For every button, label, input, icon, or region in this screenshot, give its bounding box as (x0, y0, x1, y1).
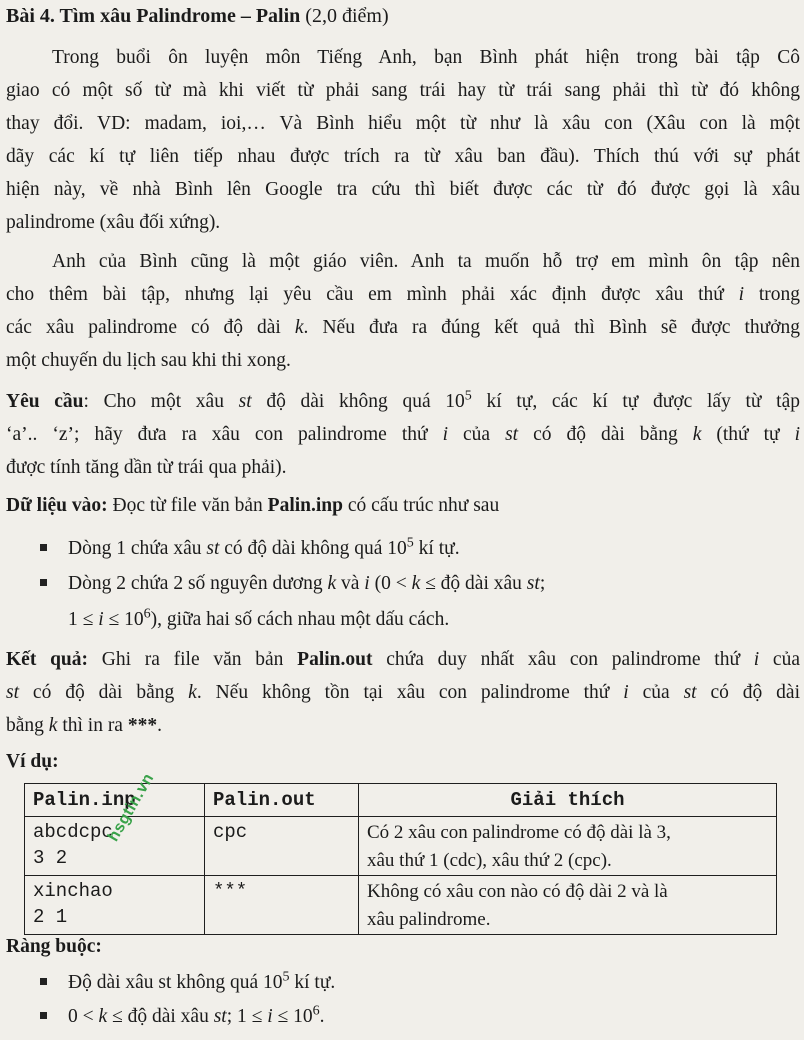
input-line-2: 2 1 (33, 906, 68, 928)
var-i: i (623, 682, 629, 703)
output-paragraph (6, 643, 800, 742)
text-run: (0 < (369, 573, 412, 594)
example-heading (6, 745, 800, 778)
input-line (6, 489, 800, 522)
text-run: ≤ độ dài xâu (420, 573, 527, 594)
text-run: kí tự, các kí tự được lấy từ tập (471, 391, 800, 412)
output-filename: Palin.out (297, 649, 373, 670)
text-run: 1 ≤ (68, 609, 99, 630)
story-line (6, 311, 800, 344)
input-filename: Palin.inp (267, 495, 343, 516)
var-k: k (48, 715, 58, 736)
intro-line: thay đổi. VD: madam, ioi,… Và Bình hiểu một từ như là xâu con (Xâu con là một (6, 113, 800, 134)
text-run: kí tự. (289, 972, 336, 993)
power-base: 10 (445, 391, 465, 412)
intro-line: palindrome (xâu đối xứng). (6, 212, 221, 233)
text-run: cho thêm bài tập, nhưng lại yêu cầu em mình phải xác định được xâu thứ (6, 284, 739, 305)
input-label: Dữ liệu vào: (6, 495, 108, 516)
text-run: có độ dài bằng (518, 424, 693, 445)
var-st: st (683, 682, 697, 703)
var-k: k (188, 682, 197, 703)
var-k: k (98, 1006, 108, 1027)
text-run: và (336, 573, 365, 594)
var-k: k (411, 573, 421, 594)
var-i: i (738, 284, 745, 305)
requirement-line (6, 385, 800, 418)
output-label: Kết quả: (6, 649, 88, 670)
header-palin-out: Palin.out (205, 784, 359, 817)
intro-line: giao có một số từ mà khi viết từ phải sang trái hay từ trái sang phải thì từ đó không (6, 80, 800, 101)
power-base: 10 (262, 972, 283, 993)
text-run: Dòng 2 chứa 2 số nguyên dương (68, 573, 328, 594)
constraint-bullet-2 (40, 1000, 800, 1033)
cell-input (25, 876, 205, 935)
text-run: ), giữa hai số cách nhau một dấu cách. (150, 609, 450, 630)
text-run: Dòng 1 chứa xâu (68, 538, 207, 559)
header-palin-inp: Palin.inp (25, 784, 205, 817)
text-run: (thứ tự (701, 424, 795, 445)
var-k: k (327, 573, 337, 594)
text-run: trong (744, 284, 800, 305)
output-line (6, 676, 800, 709)
text-run: . Nếu đưa ra đúng kết quả thì Bình sẽ được thưởng (303, 317, 801, 338)
intro-line: hiện này, về nhà Bình lên Google tra cứu thì biết được các từ đó được gọi là xâu (6, 179, 800, 200)
var-i: i (267, 1006, 273, 1027)
intro-line: dãy các kí tự liên tiếp nhau được trích ra từ xâu ban đầu). Thích thú với sự phát (6, 146, 800, 167)
var-i: i (364, 573, 370, 594)
text-run: ; 1 ≤ (226, 1006, 268, 1027)
cell-output: *** (205, 876, 359, 935)
text-run: có độ dài không quá (219, 538, 388, 559)
text-run: ≤ độ dài xâu (107, 1006, 214, 1027)
input-line-1: xinchao (33, 880, 113, 902)
text-run: Đọc từ file văn bản (107, 495, 268, 516)
site-watermark: hsgtin.vn (104, 770, 158, 845)
input-line-2: 3 2 (33, 847, 68, 869)
power-exponent: 5 (464, 387, 472, 404)
var-k: k (692, 424, 702, 445)
text-run: . (157, 715, 162, 736)
text-run: . (319, 1006, 325, 1027)
power-exponent: 6 (143, 605, 151, 622)
story-line: Anh của Bình cũng là một giáo viên. Anh ta muốn hỗ trợ em mình ôn tập nên (52, 251, 800, 272)
story-line: một chuyến du lịch sau khi thi xong. (6, 350, 291, 371)
text-run: kí tự. (413, 538, 460, 559)
var-i: i (794, 424, 800, 445)
text-run: có độ dài (696, 682, 801, 703)
bullet-text (40, 1000, 800, 1033)
story-line (6, 278, 800, 311)
var-st: st (213, 1006, 227, 1027)
power-exponent: 6 (312, 1002, 320, 1019)
text-run: ≤ (272, 1006, 294, 1027)
text-run: của (759, 649, 800, 670)
input-bullet-2-continuation (68, 603, 449, 636)
bullet-text (40, 532, 800, 565)
text-run: : Cho một xâu (83, 391, 239, 412)
text-run: thì in ra (57, 715, 128, 736)
intro-paragraph (6, 41, 800, 239)
constraints-label: Ràng buộc: (6, 936, 102, 957)
text-run: của (448, 424, 506, 445)
bullet-text (40, 567, 800, 600)
explanation-line-1: Không có xâu con nào có độ dài 2 và là (367, 881, 668, 902)
cell-explanation (359, 817, 777, 876)
var-i: i (753, 649, 760, 670)
input-bullet-2 (40, 567, 800, 600)
var-st: st (238, 391, 252, 412)
text-run: có cấu trúc như sau (342, 495, 500, 516)
problem-title-bold: Bài 4. Tìm xâu Palindrome – Palin (6, 5, 301, 27)
header-giai-thich: Giải thích (359, 784, 777, 817)
requirement-line (6, 418, 800, 451)
power-exponent: 5 (282, 968, 290, 985)
text-run: của (628, 682, 684, 703)
output-line (6, 643, 800, 676)
text-run: Độ dài xâu st không quá (68, 972, 263, 993)
text-run: các xâu palindrome có độ dài (6, 317, 295, 338)
text-run: ; (539, 573, 546, 594)
requirement-paragraph (6, 385, 800, 484)
constraint-bullet-1 (40, 966, 800, 999)
explanation-line-2: xâu thứ 1 (cdc), xâu thứ 2 (cpc). (367, 850, 612, 871)
text-run: bằng (6, 715, 49, 736)
stars-text: *** (127, 715, 158, 736)
text-run: . Nếu không tồn tại xâu con palindrome thứ (196, 682, 624, 703)
input-heading (6, 489, 800, 522)
constraints-heading (6, 930, 800, 963)
input-bullet-1 (40, 532, 800, 565)
explanation-line-2: xâu palindrome. (367, 909, 491, 930)
text-run: độ dài không quá (251, 391, 446, 412)
intro-line: Trong buổi ôn luyện môn Tiếng Anh, bạn Bình phát hiện trong bài tập Cô (52, 47, 800, 68)
example-label: Ví dụ: (6, 751, 59, 772)
var-i: i (98, 609, 104, 630)
var-st: st (505, 424, 519, 445)
cell-output: cpc (205, 817, 359, 876)
text-run: ‘a’.. ‘z’; hãy đưa ra xâu con palindrome thứ (6, 424, 443, 445)
text-run: Ghi ra file văn bản (88, 649, 298, 670)
cell-explanation (359, 876, 777, 935)
var-st: st (206, 538, 220, 559)
var-k: k (294, 317, 304, 338)
story-paragraph (6, 245, 800, 377)
problem-title (6, 0, 389, 33)
text-run: có độ dài bằng (19, 682, 189, 703)
requirement-label: Yêu cầu (6, 391, 84, 412)
table-row (25, 876, 777, 935)
explanation-line-1: Có 2 xâu con palindrome có độ dài là 3, (367, 822, 671, 843)
output-line (6, 709, 800, 742)
power-base: 10 (124, 609, 144, 630)
var-st: st (526, 573, 540, 594)
text-run: ≤ (103, 609, 125, 630)
power-base: 10 (293, 1006, 313, 1027)
text-run: 0 < (68, 1006, 99, 1027)
requirement-line: được tính tăng dần từ trái qua phải). (6, 457, 287, 478)
problem-points: (2,0 điểm) (300, 5, 389, 27)
power-base: 10 (387, 538, 407, 559)
bullet-text (40, 966, 800, 999)
var-i: i (442, 424, 448, 445)
input-line-1: abcdcpc (33, 821, 113, 843)
text-run: chứa duy nhất xâu con palindrome thứ (372, 649, 754, 670)
var-st: st (6, 682, 20, 703)
power-exponent: 5 (406, 534, 414, 551)
